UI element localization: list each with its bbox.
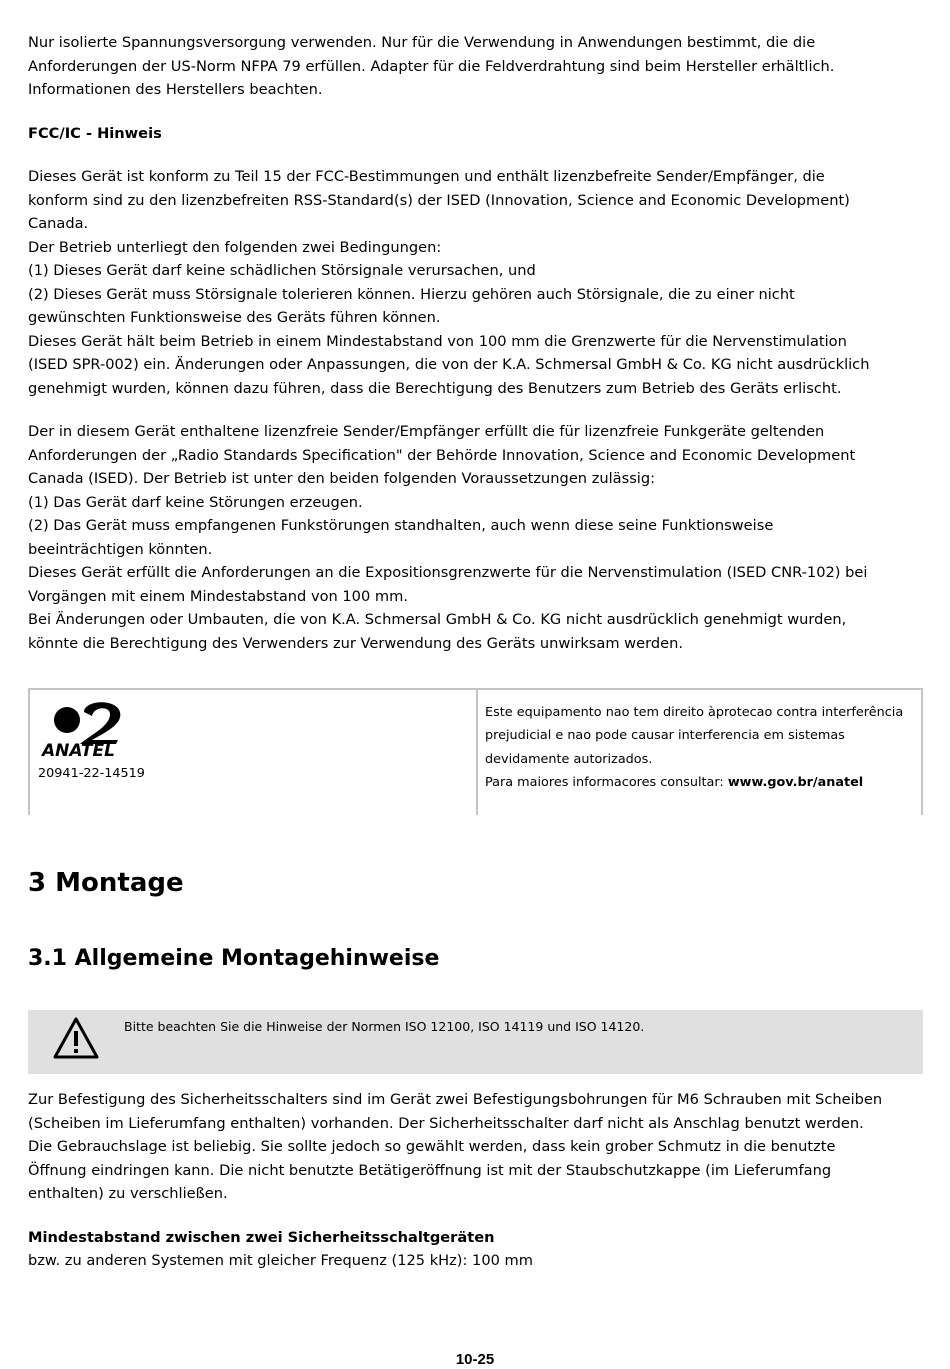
anatel-logo	[40, 696, 124, 758]
text-line: Canada.	[28, 215, 89, 232]
fcc-heading: FCC/IC - Hinweis	[28, 124, 162, 142]
text-line: (2) Das Gerät muss empfangenen Funkstörungen standhalten, auch wenn diese seine Funktionsweise	[28, 517, 774, 534]
text-line: Nur isolierte Spannungsversorgung verwenden. Nur für die Verwendung in Anwendungen bestimmt, die die	[28, 34, 816, 51]
text-line: Dieses Gerät erfüllt die Anforderungen an die Expositionsgrenzwerte für die Nervenstimulation (ISED CNR-102) bei	[28, 564, 868, 581]
text-line: Canada (ISED). Der Betrieb ist unter den beiden folgenden Voraussetzungen zulässig:	[28, 470, 656, 487]
anatel-notice-cell	[478, 690, 923, 815]
text-line: (1) Das Gerät darf keine Störungen erzeugen.	[28, 493, 363, 511]
text-line: Informationen des Herstellers beachten.	[28, 81, 323, 98]
text-line: gewünschten Funktionsweise des Geräts führen können.	[28, 309, 441, 326]
anatel-line: prejudicial e nao pode causar interferencia em sistemas	[485, 728, 845, 744]
text-line: Vorgängen mit einem Mindestabstand von 100 mm.	[28, 587, 408, 605]
anatel-consult-prefix: Para maiores informacores consultar:	[485, 774, 728, 790]
anatel-code: 20941-22-14519	[38, 766, 145, 781]
body-text	[28, 31, 923, 655]
text-line: (1) Dieses Gerät darf keine schädlichen Störsignale verursachen, und	[28, 262, 536, 279]
text-line: könnte die Berechtigung des Verwenders zur Verwendung des Geräts unwirksam werden.	[28, 634, 683, 652]
text-line: Dieses Gerät ist konform zu Teil 15 der FCC-Bestimmungen und enthält lizenzbefreite Sender/Empfänger, die	[28, 168, 825, 185]
anatel-consult	[485, 771, 921, 794]
text-line: Der in diesem Gerät enthaltene lizenzfreie Sender/Empfänger erfüllt die für lizenzfreie Funkgeräte geltenden	[28, 423, 825, 440]
text-line: (ISED SPR-002) ein. Änderungen oder Anpassungen, die von der K.A. Schmersal GmbH & Co. KG nicht ausdrücklich	[28, 356, 870, 373]
anatel-table	[28, 688, 923, 815]
intro-paragraph	[28, 31, 923, 102]
distance-heading: Mindestabstand zwischen zwei Sicherheitsschaltgeräten	[28, 1228, 495, 1246]
warning-triangle-icon	[52, 1016, 100, 1060]
anatel-logo-text: ANATEL	[42, 741, 115, 758]
anatel-line: devidamente autorizados.	[485, 751, 653, 767]
text-line: konform sind zu den lizenzbefreiten RSS-Standard(s) der ISED (Innovation, Science and Economic Development)	[28, 191, 850, 209]
anatel-line: Este equipamento nao tem direito àprotecao contra interferência	[485, 705, 904, 720]
anatel-logo-cell	[28, 690, 478, 815]
text-line: Die Gebrauchslage ist beliebig. Sie sollte jedoch so gewählt werden, dass kein grober Schmutz in die benutzte	[28, 1138, 836, 1155]
fcc-paragraph-2	[28, 420, 923, 655]
distance-text: bzw. zu anderen Systemen mit gleicher Frequenz (125 kHz): 100 mm	[28, 1252, 533, 1269]
text-line: Zur Befestigung des Sicherheitsschalters sind im Gerät zwei Befestigungsbohrungen für M6 Schrauben mit Scheiben	[28, 1091, 883, 1108]
text-line: Öffnung eindringen kann. Die nicht benutzte Betätigeröffnung ist mit der Staubschutzkappe (im Lieferumfang	[28, 1161, 832, 1179]
warning-text: Bitte beachten Sie die Hinweise der Normen ISO 12100, ISO 14119 und ISO 14120.	[124, 1019, 645, 1034]
fcc-paragraph-1	[28, 165, 923, 400]
text-line: (2) Dieses Gerät muss Störsignale tolerieren können. Hierzu gehören auch Störsignale, die zu einer nicht	[28, 285, 795, 303]
text-line: (Scheiben im Lieferumfang enthalten) vorhanden. Der Sicherheitsschalter darf nicht als Anschlag benutzt werden.	[28, 1114, 864, 1132]
section-title: 3 Montage	[28, 868, 184, 898]
subsection-title: 3.1 Allgemeine Montagehinweise	[28, 946, 440, 971]
text-line: beeinträchtigen könnten.	[28, 540, 213, 558]
anatel-link[interactable]: www.gov.br/anatel	[727, 774, 864, 790]
text-line: Der Betrieb unterliegt den folgenden zwei Bedingungen:	[28, 238, 442, 256]
warning-notice	[28, 1010, 923, 1074]
text-line: genehmigt wurden, können dazu führen, dass die Berechtigung des Benutzers zum Betrieb des Geräts erlischt.	[28, 379, 842, 397]
text-line: Anforderungen der „Radio Standards Specification" der Behörde Innovation, Science and Economic Development	[28, 446, 856, 464]
text-line: Bei Änderungen oder Umbauten, die von K.A. Schmersal GmbH & Co. KG nicht ausdrücklich genehmigt wurden,	[28, 611, 847, 628]
page-number: 10-25	[455, 1351, 495, 1368]
mounting-text	[28, 1088, 928, 1273]
text-line: Dieses Gerät hält beim Betrieb in einem Mindestabstand von 100 mm die Grenzwerte für die Nervenstimulation	[28, 332, 847, 350]
text-line: enthalten) zu verschließen.	[28, 1185, 228, 1202]
text-line: Anforderungen der US-Norm NFPA 79 erfüllen. Adapter für die Feldverdrahtung sind beim Hersteller erhältlich.	[28, 57, 835, 75]
